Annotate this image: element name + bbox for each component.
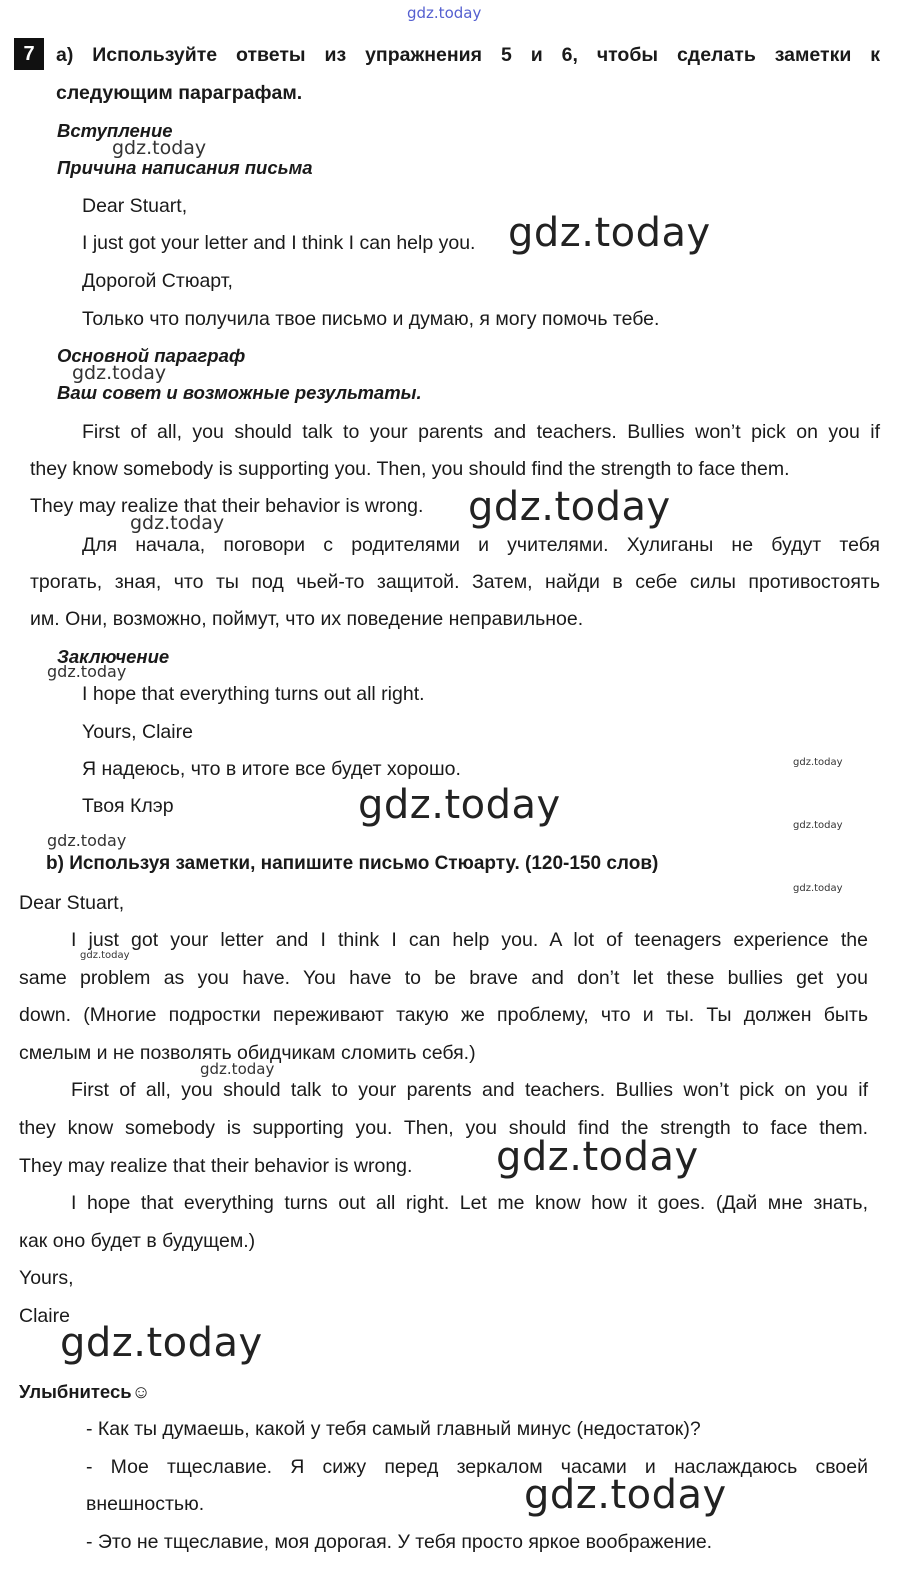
letter-signature: Claire	[19, 1305, 70, 1327]
letter-para2-line: First of all, you should talk to your parents and teachers. Bullies won’t pick on you if	[71, 1079, 868, 1101]
watermark: gdz.today	[496, 1134, 699, 1180]
joke-line: внешностью.	[86, 1493, 205, 1515]
letter-para3-line: I hope that everything turns out all right. Let me know how it goes. (Дай мне знать,	[71, 1192, 868, 1214]
intro-line: Только что получила твое письмо и думаю, я могу помочь тебе.	[82, 308, 660, 330]
exercise-number-badge: 7	[14, 38, 44, 70]
watermark: gdz.today	[793, 820, 843, 831]
conclusion-line: Я надеюсь, что в итоге все будет хорошо.	[82, 758, 461, 780]
part-a-prompt-line2: следующим параграфам.	[56, 82, 303, 104]
intro-line: I just got your letter and I think I can help you.	[82, 232, 476, 254]
letter-para1-line: same problem as you have. You have to be brave and don’t let these bullies get you	[19, 967, 868, 989]
intro-line: Dear Stuart,	[82, 195, 188, 217]
part-b-prompt: b) Используя заметки, напишите письмо Стюарту. (120-150 слов)	[46, 853, 659, 874]
main-ru-line: им. Они, возможно, поймут, что их поведение неправильное.	[30, 608, 584, 630]
watermark: gdz.today	[200, 1060, 275, 1078]
watermark: gdz.today	[60, 1320, 263, 1366]
watermark: gdz.today	[508, 210, 711, 256]
part-a-prompt-line1: а) Используйте ответы из упражнения 5 и 6, чтобы сделать заметки к	[56, 44, 880, 66]
joke-line: - Это не тщеславие, моя дорогая. У тебя просто яркое воображение.	[86, 1531, 713, 1553]
conclusion-line: I hope that everything turns out all right.	[82, 683, 425, 705]
watermark: gdz.today	[358, 782, 561, 828]
letter-para1-line: down. (Многие подростки переживают такую же проблему, что и ты. Ты должен быть	[19, 1004, 868, 1026]
watermark: gdz.today	[72, 362, 167, 384]
conclusion-heading: Заключение	[57, 646, 170, 667]
watermark: gdz.today	[47, 831, 127, 850]
letter-greeting: Dear Stuart,	[19, 892, 125, 914]
letter-para2-line: they know somebody is supporting you. Then, you should find the strength to face them.	[19, 1117, 868, 1139]
intro-line: Дорогой Стюарт,	[82, 270, 233, 292]
letter-para2-line: They may realize that their behavior is wrong.	[19, 1155, 413, 1177]
watermark: gdz.today	[468, 484, 671, 530]
conclusion-line: Yours, Claire	[82, 721, 193, 743]
letter-para3-line: как оно будет в будущем.)	[19, 1230, 256, 1252]
main-heading: Основной параграф	[57, 345, 246, 366]
watermark-top: gdz.today	[407, 4, 482, 22]
watermark: gdz.today	[524, 1472, 727, 1518]
main-en-line: they know somebody is supporting you. Then, you should find the strength to face them.	[30, 458, 790, 480]
watermark: gdz.today	[47, 662, 127, 681]
main-ru-line: трогать, зная, что ты под чьей-то защитой. Затем, найди в себе силы противостоять	[30, 571, 880, 593]
watermark: gdz.today	[793, 757, 843, 768]
letter-para1-line: I just got your letter and I think I can help you. A lot of teenagers experience the	[71, 929, 868, 951]
watermark: gdz.today	[80, 950, 130, 961]
letter-closing: Yours,	[19, 1267, 74, 1289]
watermark: gdz.today	[112, 137, 207, 159]
joke-line: - Мое тщеславие. Я сижу перед зеркалом часами и наслаждаюсь своей	[86, 1456, 868, 1478]
main-en-line: First of all, you should talk to your parents and teachers. Bullies won’t pick on you if	[82, 421, 880, 443]
letter-para1-line: смелым и не позволять обидчикам сломить себя.)	[19, 1042, 476, 1064]
intro-heading: Вступление	[57, 120, 173, 141]
main-ru-line: Для начала, поговори с родителями и учителями. Хулиганы не будут тебя	[82, 534, 880, 556]
watermark: gdz.today	[793, 883, 843, 894]
main-en-line: They may realize that their behavior is wrong.	[30, 495, 424, 517]
watermark: gdz.today	[130, 512, 225, 534]
conclusion-line: Твоя Клэр	[82, 795, 174, 817]
intro-subheading: Причина написания письма	[57, 157, 313, 178]
joke-title: Улыбнитесь☺	[19, 1381, 151, 1402]
main-subheading: Ваш совет и возможные результаты.	[57, 382, 422, 403]
joke-line: - Как ты думаешь, какой у тебя самый главный минус (недостаток)?	[86, 1418, 701, 1440]
